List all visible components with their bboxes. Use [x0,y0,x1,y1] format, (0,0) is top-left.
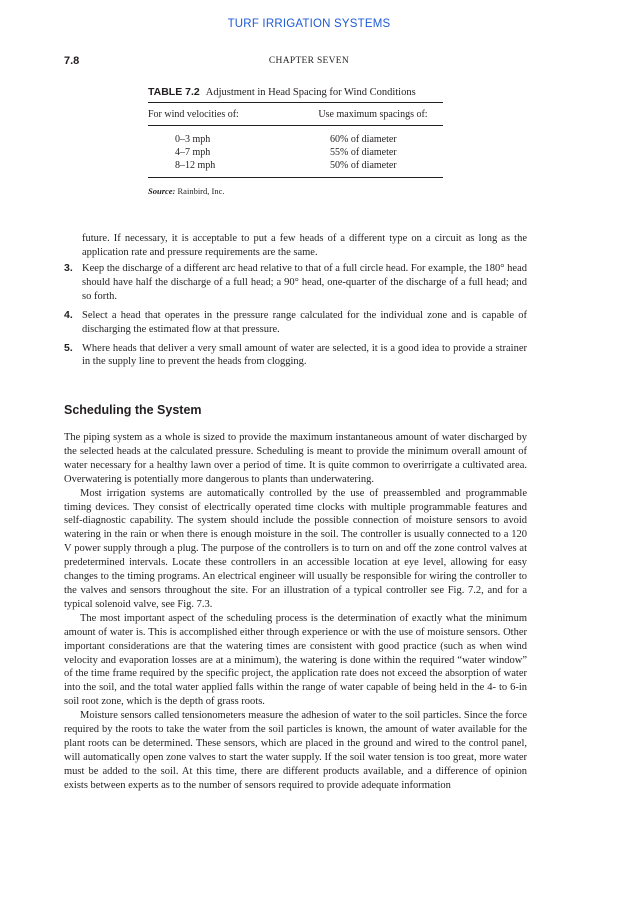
table-label: TABLE 7.2 [148,86,200,98]
list-text: Where heads that deliver a very small amount of water are selected, it is a good idea to provide a strainer in the supply line to prevent the heads from clogging. [82,342,527,368]
paragraph: Most irrigation systems are automatically controlled by the use of preassembled and programmable timing devices. They consist of electrically operated time clocks with multiple programmable features and self-diagnostic capability. The system should include the possible connection of moisture sensors to avoid watering in the rain or when there is enough moisture in the soil. The controller is usually connected to a 120 V power supply through a plug. The purpose of the controllers is to turn on and off the zone control valves at predetermined intervals. Locate these controllers in an accessible location at eye level, allowing for easy changes to the timing programs. An electrical engineer will usually be responsible for wiring the controller to the valves and sensors throughout the site. For an illustration of a typical controller see Fig. 7.2, and for a typical solenoid valve, see Fig. 7.3. [64,487,527,610]
list-number: 4. [64,308,73,321]
table-bottom-rule [148,177,443,178]
paragraph: The most important aspect of the scheduling process is the determination of exactly what the minimum amount of water is. This is accomplished either through experience or with the use of moisture sensors. Other important considerations are that the watering times are consistent with good practice (such as when wind velocity and evaporation losses are at a minimum), the watering is done within the required “water window” of the time frame required by the specific project, the application rate does not exceed the absorption of water into the soil, and the total water applied falls within the range of water capable of being held in the 4- to 6-in soil root zone, which is the depth of grass roots. [64,612,527,708]
list-text: Keep the discharge of a different arc head relative to that of a full circle head. For example, the 180° head should have half the discharge of a full head; a 90° head, one-quarter of the discharge of a full head; and so forth. [82,263,527,302]
running-head: TURF IRRIGATION SYSTEMS [227,18,391,30]
table-row [148,159,443,172]
table-row [148,133,443,146]
numbered-list [64,262,527,374]
page-number: 7.8 [64,55,80,67]
section-heading: Scheduling the System [64,403,202,417]
list-text: Select a head that operates in the pressure range calculated for the individual zone and is capable of discharging the estimated flow at that pressure. [82,309,527,335]
continuation-paragraph [64,232,527,260]
wind-spacing-table [148,86,443,196]
table-column-header: Use maximum spacings of: [318,108,428,120]
table-cell: 8–12 mph [175,160,216,171]
list-item [64,309,527,337]
table-cell: 4–7 mph [175,147,211,158]
paragraph: The piping system as a whole is sized to provide the maximum instantaneous amount of water discharged by the selected heads at the calculated pressure. Scheduling is meant to provide the minimum overall amount of water necessary for a healthy lawn over a period of time. It is quite common to overirrigate a cultivated area. Overwatering is potentially more dangerous to plants than underwatering. [64,432,527,485]
table-cell: 55% of diameter [330,147,397,158]
chapter-title: CHAPTER SEVEN [268,56,350,66]
table-caption [148,86,443,102]
source-label: Source: [148,186,176,196]
table-body [148,126,443,177]
list-number: 3. [64,262,73,274]
source-text: Rainbird, Inc. [177,186,225,196]
list-item [64,262,527,304]
table-cell: 0–3 mph [175,134,211,145]
table-title: Adjustment in Head Spacing for Wind Conditions [205,87,416,98]
list-item [64,342,527,370]
table-column-header: For wind velocities of: [148,108,239,120]
table-row [148,146,443,159]
table-source [148,186,443,196]
table-cell: 60% of diameter [330,134,397,145]
section-body [64,431,527,793]
paragraph: Moisture sensors called tensionometers measure the adhesion of water to the soil particles. Since the force required by the roots to take the water from the soil particles is known, the amount of water available for the plant roots can be determined. These sensors, which are placed in the ground and wired to the control panel, will automatically open zone valves to start the water supply. If the soil water tension is too great, more water must be added to the soil. At this time, there are different products available, and a difference of opinion exists between experts as to the number of sensors required to provide adequate information [64,710,527,791]
table-header-row [148,103,443,125]
list-number: 5. [64,341,73,354]
table-cell: 50% of diameter [330,160,397,171]
paragraph: future. If necessary, it is acceptable to put a few heads of a different type on a circuit as long as the application rate and pressure requirements are the same. [82,233,527,258]
